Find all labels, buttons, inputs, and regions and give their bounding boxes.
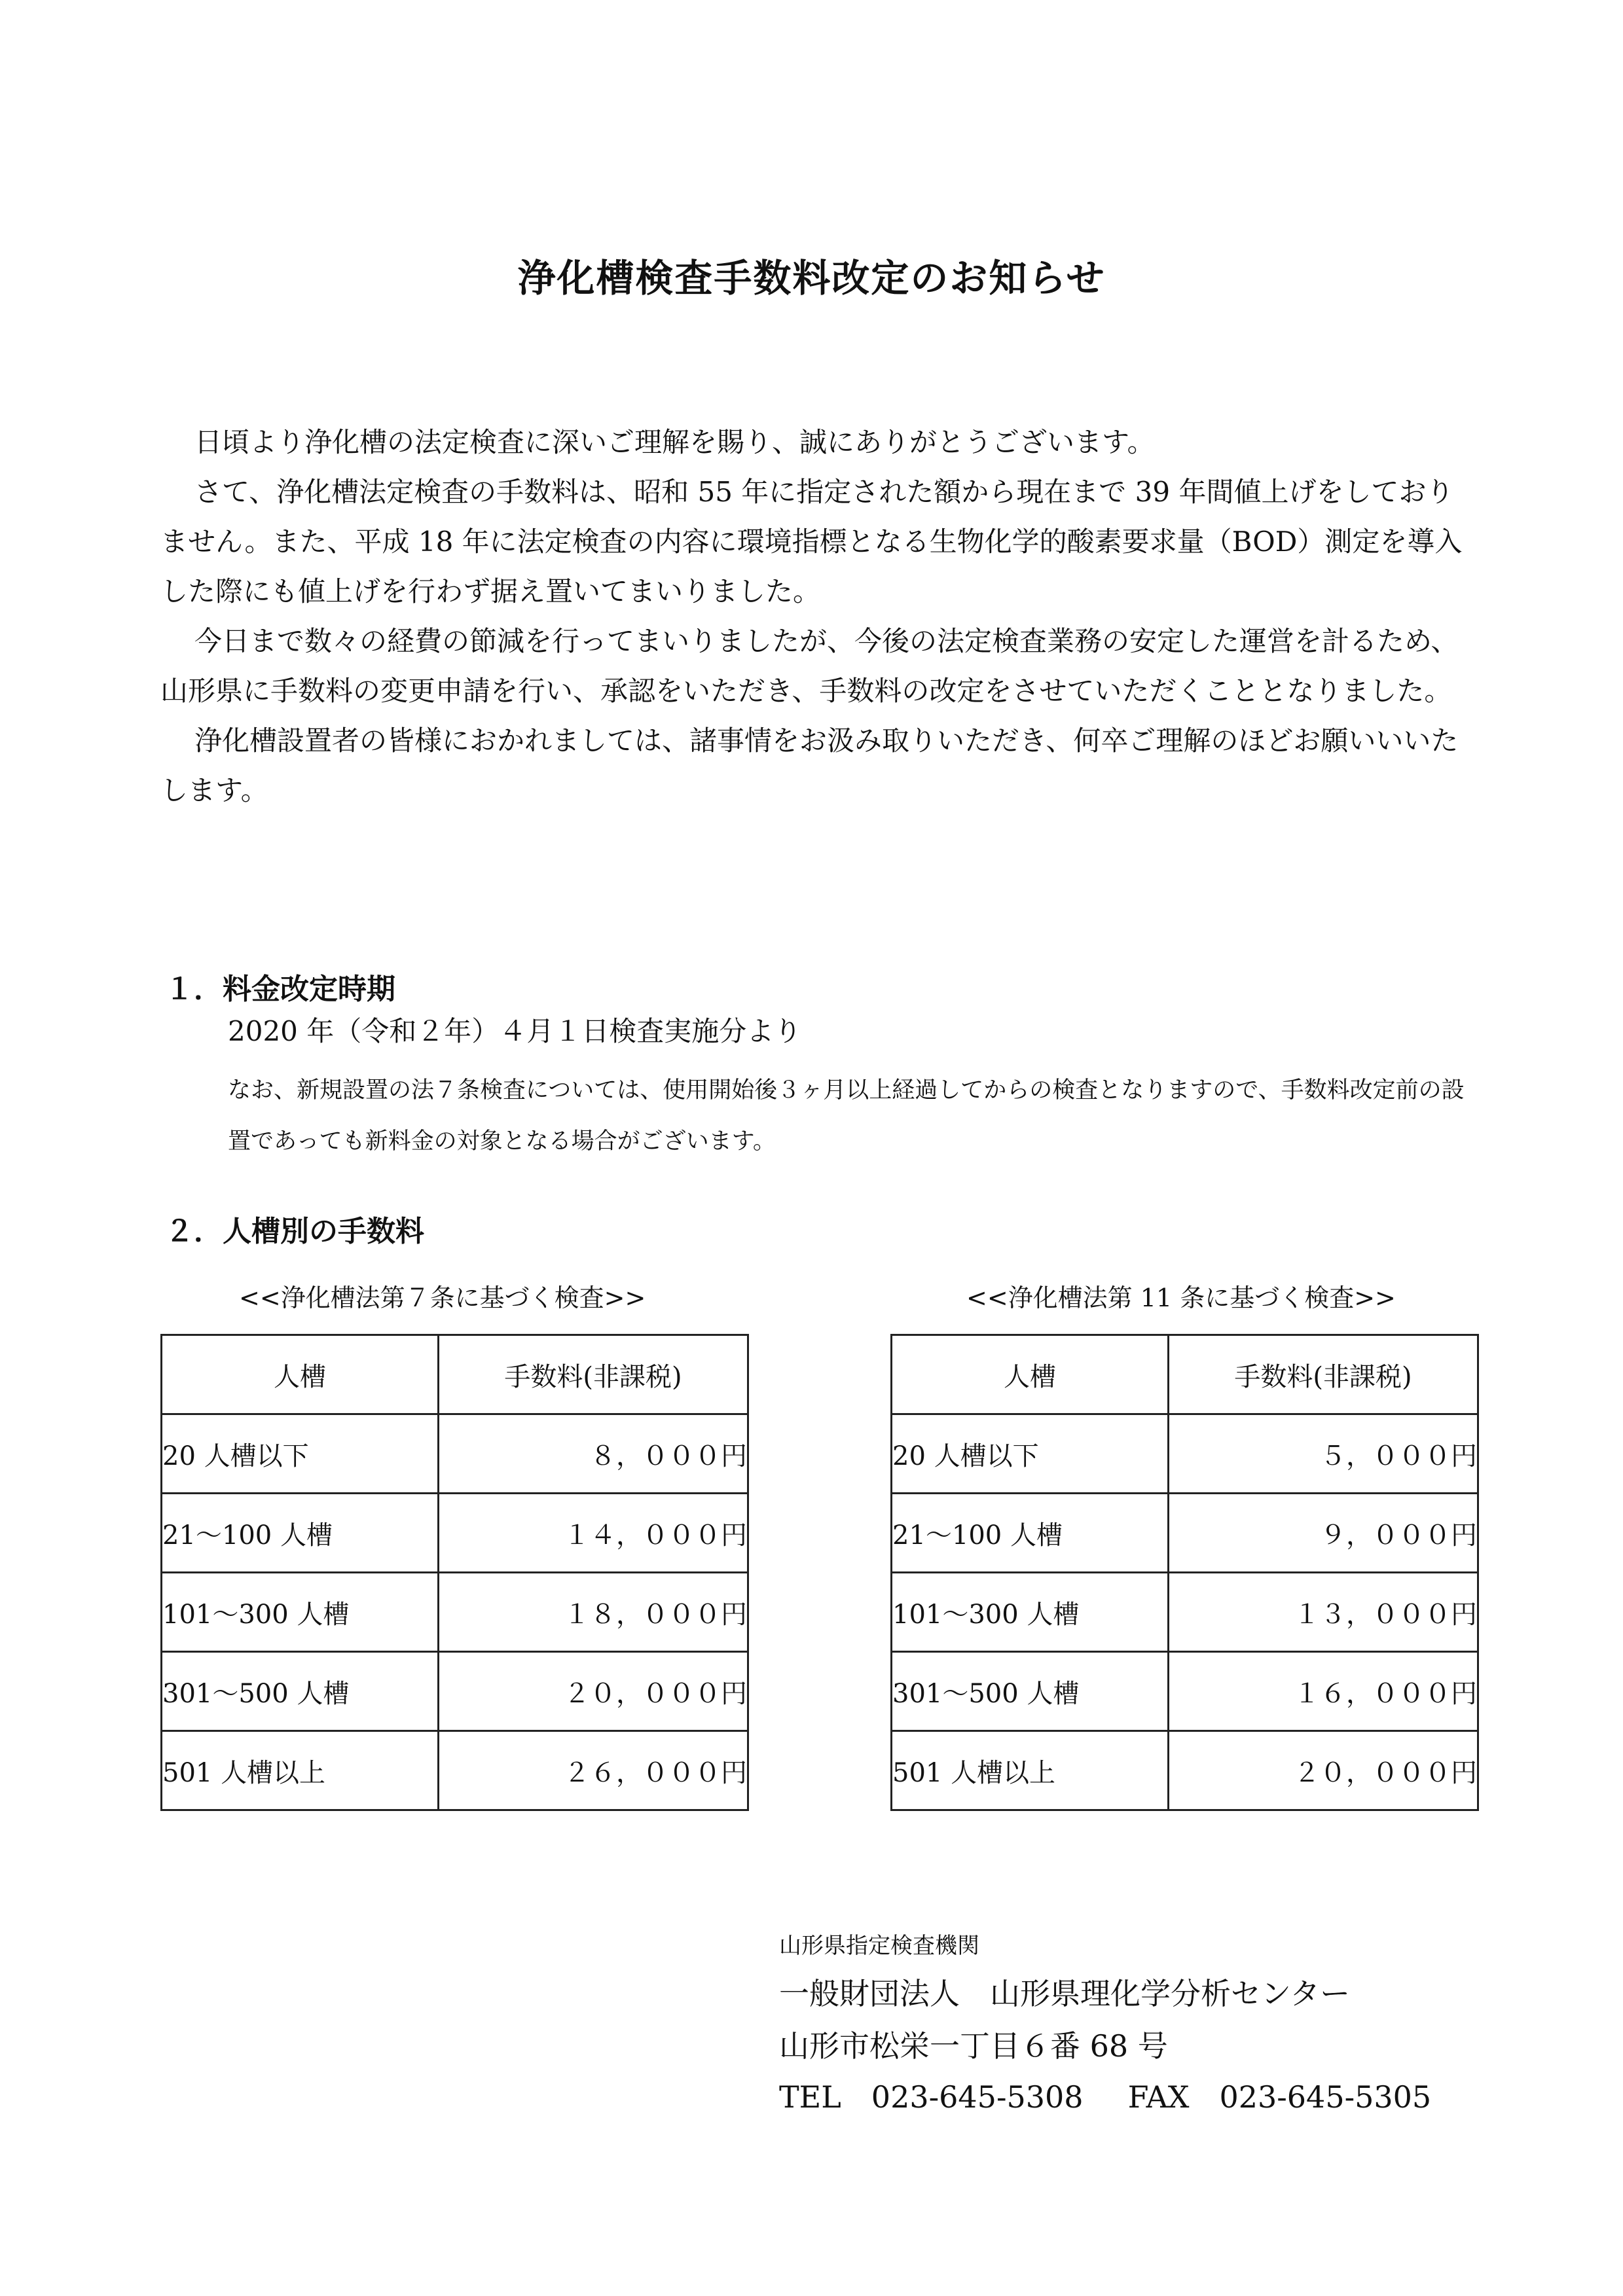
header-capacity: 人槽 <box>162 1335 439 1414</box>
table-caption-article7: <<浄化槽法第７条に基づく検査>> <box>239 1283 646 1312</box>
intro-paragraph: さて、浄化槽法定検査の手数料は、昭和 55 年に指定された額から現在まで 39 年間値上げをしておりません。また、平成 18 年に法定検査の内容に環境指標となる生物化学的酸素要求量（BOD）測定を導入した際にも値上げを行わず据え置いてまいりました。 <box>160 476 1463 607</box>
table-header-row <box>892 1335 1478 1414</box>
intro-section <box>160 418 1470 816</box>
capacity-cell: 501 人槽以上 <box>892 1731 1169 1810</box>
header-fee: 手数料(非課税) <box>439 1335 748 1414</box>
table-row <box>892 1731 1478 1810</box>
fee-cell: ９，０００円 <box>1169 1494 1478 1573</box>
revision-date-text: 2020 年（令和２年）４月１日検査実施分より <box>228 1015 802 1047</box>
capacity-cell: 20 人槽以下 <box>162 1414 439 1494</box>
capacity-cell: 20 人槽以下 <box>892 1414 1169 1494</box>
organization-name: 一般財団法人 山形県理化学分析センター <box>779 1976 1351 2011</box>
phone-number: TEL 023-645-5308 <box>779 2079 1084 2115</box>
revision-note: なお、新規設置の法７条検査については、使用開始後３ヶ月以上経過してからの検査となりますので、手数料改定前の設置であっても新料金の対象となる場合がございます。 <box>228 1077 1465 1155</box>
table-row <box>162 1414 748 1494</box>
table-row <box>162 1652 748 1731</box>
fee-table-article7 <box>160 1334 749 1811</box>
fee-cell: １８，０００円 <box>439 1573 748 1652</box>
fee-cell: ５，０００円 <box>1169 1414 1478 1494</box>
section-heading-revision-date: １．料金改定時期 <box>165 973 395 1006</box>
intro-paragraph: 浄化槽設置者の皆様におかれましては、諸事情をお汲み取りいただき、何卒ご理解のほどお願いいいたします。 <box>160 725 1459 806</box>
table-header-row <box>162 1335 748 1414</box>
organization-contact <box>779 2073 1431 2117</box>
fee-cell: １６，０００円 <box>1169 1652 1478 1731</box>
section-heading-fees: ２．人槽別の手数料 <box>165 1215 424 1248</box>
table-row <box>892 1573 1478 1652</box>
capacity-cell: 101～300 人槽 <box>892 1573 1169 1652</box>
header-fee: 手数料(非課税) <box>1169 1335 1478 1414</box>
fee-cell: ８，０００円 <box>439 1414 748 1494</box>
table-row <box>162 1573 748 1652</box>
header-capacity: 人槽 <box>892 1335 1169 1414</box>
fee-cell: ２６，０００円 <box>439 1731 748 1810</box>
capacity-cell: 301～500 人槽 <box>892 1652 1169 1731</box>
fee-cell: １４，０００円 <box>439 1494 748 1573</box>
capacity-cell: 21～100 人槽 <box>892 1494 1169 1573</box>
fee-cell: ２０，０００円 <box>1169 1731 1478 1810</box>
intro-paragraph: 今日まで数々の経費の節減を行ってまいりましたが、今後の法定検査業務の安定した運営を計るため、山形県に手数料の変更申請を行い、承認をいただき、手数料の改定をさせていただくこととなりました。 <box>160 625 1459 707</box>
table-row <box>162 1731 748 1810</box>
table-row <box>892 1414 1478 1494</box>
fee-table-article11 <box>890 1334 1479 1811</box>
fee-cell: １３，０００円 <box>1169 1573 1478 1652</box>
table-row <box>892 1652 1478 1731</box>
capacity-cell: 21～100 人槽 <box>162 1494 439 1573</box>
capacity-cell: 501 人槽以上 <box>162 1731 439 1810</box>
table-row <box>892 1494 1478 1573</box>
capacity-cell: 301～500 人槽 <box>162 1652 439 1731</box>
fee-cell: ２０，０００円 <box>439 1652 748 1731</box>
organization-label: 山形県指定検査機関 <box>779 1933 979 1959</box>
intro-paragraph: 日頃より浄化槽の法定検査に深いご理解を賜り、誠にありがとうございます。 <box>194 426 1155 458</box>
capacity-cell: 101～300 人槽 <box>162 1573 439 1652</box>
table-caption-article11: <<浄化槽法第 11 条に基づく検査>> <box>966 1283 1396 1312</box>
table-row <box>162 1494 748 1573</box>
page-title: 浄化槽検査手数料改定のお知らせ <box>517 256 1106 300</box>
organization-address: 山形市松栄一丁目６番 68 号 <box>779 2028 1168 2064</box>
fax-number: FAX 023-645-5305 <box>1127 2079 1432 2115</box>
